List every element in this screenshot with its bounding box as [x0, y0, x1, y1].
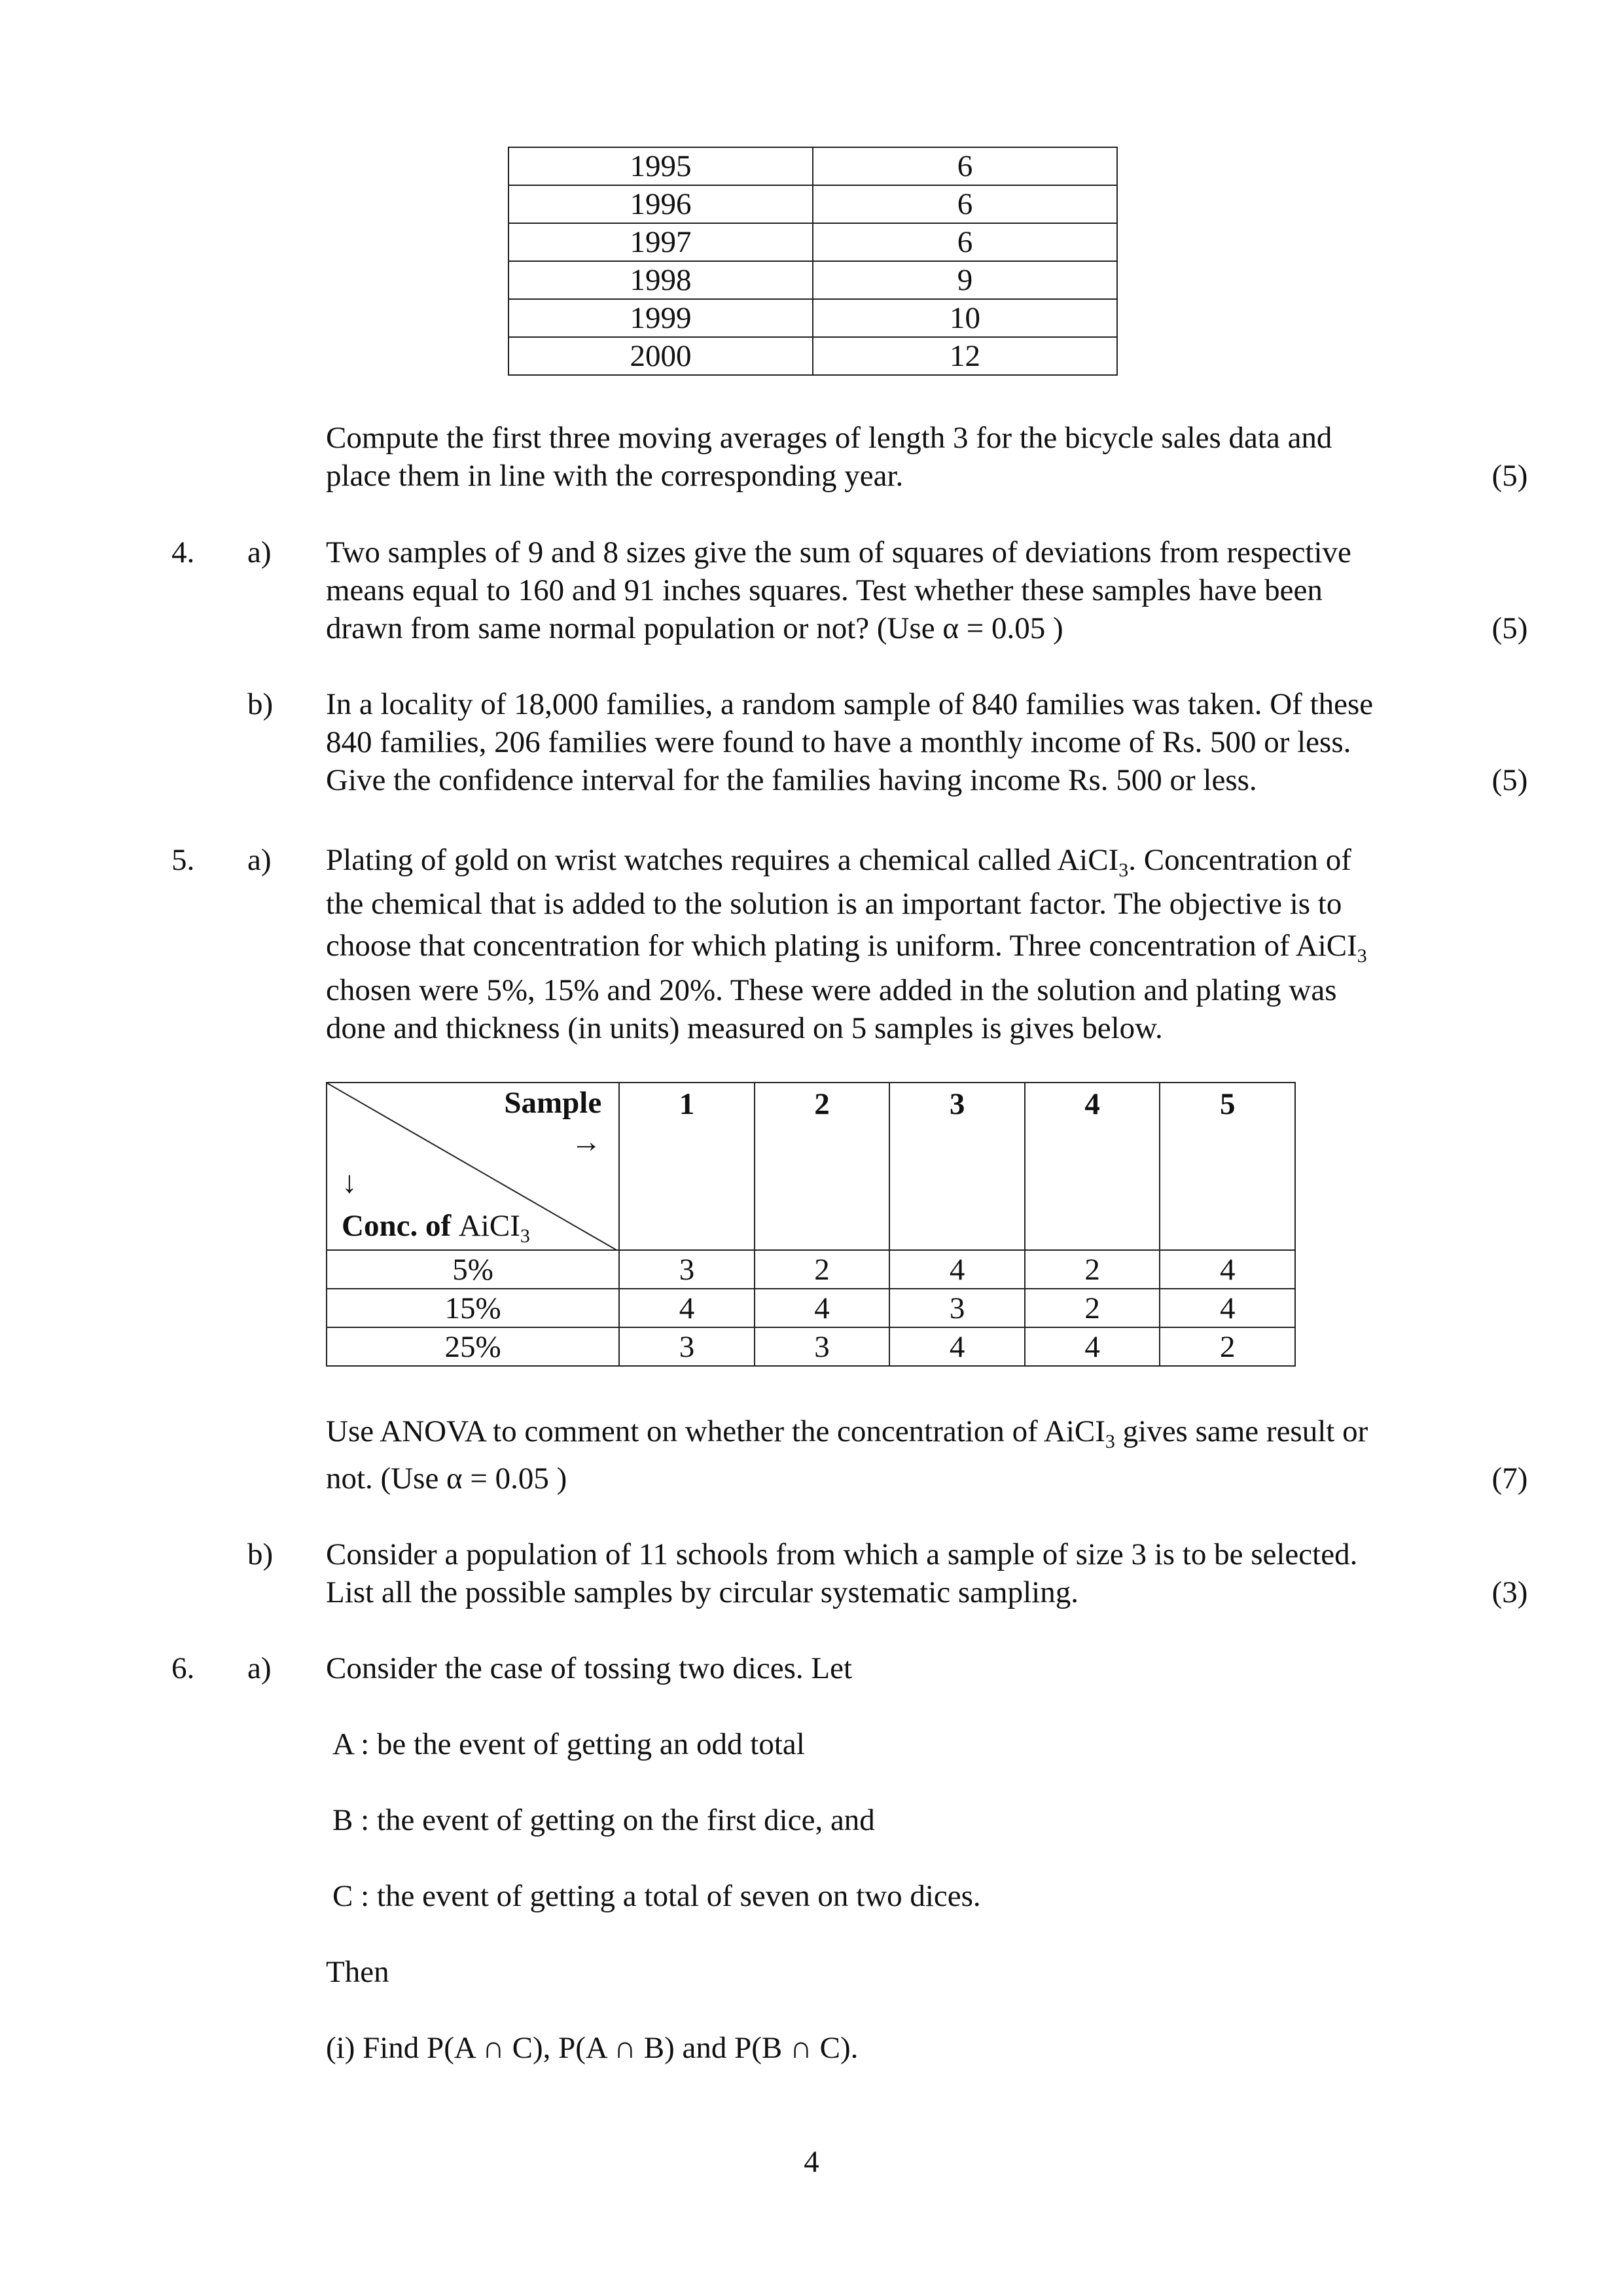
thickness-cell: 2 [1025, 1289, 1160, 1327]
q5b-line2: List all the possible samples by circular systematic sampling. [326, 1575, 1079, 1609]
q5a-line4: chosen were 5%, 15% and 20%. These were added in the solution and plating was [326, 973, 1337, 1007]
right-arrow-icon: → [571, 1125, 602, 1159]
sample-column-header: 1 [619, 1083, 755, 1250]
sales-row [508, 223, 1117, 261]
concentration-row [327, 1327, 1295, 1366]
q4a-line2: means equal to 160 and 91 inches squares. Test whether these samples have been [326, 573, 1323, 607]
sales-cell: 6 [813, 147, 1117, 185]
q5a-after-line1: Use ANOVA to comment on whether the concentration of AiCI$_3$ gives same result or [326, 1414, 1368, 1452]
q4b-label: b) [247, 687, 274, 721]
thickness-cell: 4 [755, 1289, 890, 1327]
q4a-marks: (5) [1491, 611, 1528, 645]
q5-number: 5. [171, 843, 195, 877]
q6a-event-c: C : the event of getting a total of seven on two dices. [332, 1879, 981, 1913]
down-arrow-icon: ↓ [342, 1166, 357, 1200]
q4-number: 4. [171, 535, 195, 569]
sales-row [508, 337, 1117, 375]
q4b-line3: Give the confidence interval for the families having income Rs. 500 or less. [326, 763, 1257, 797]
q3-text-line2: place them in line with the corresponding year. [326, 459, 904, 493]
sales-row [508, 261, 1117, 299]
thickness-cell: 3 [889, 1289, 1025, 1327]
thickness-cell: 3 [755, 1327, 890, 1366]
year-cell: 1997 [508, 223, 813, 261]
year-cell: 1999 [508, 299, 813, 337]
q4b-line1: In a locality of 18,000 families, a random sample of 840 families was taken. Of these [326, 687, 1374, 721]
q4a-line3: drawn from same normal population or not? (Use α = 0.05 ) [326, 611, 1063, 645]
year-cell: 1998 [508, 261, 813, 299]
q6a-intro: Consider the case of tossing two dices. Let [326, 1651, 853, 1685]
concentration-table [326, 1082, 1296, 1367]
thickness-cell: 4 [1025, 1327, 1160, 1366]
q5a-after-line2: not. (Use α = 0.05 ) [326, 1462, 567, 1496]
q6a-label: a) [247, 1651, 272, 1685]
q6a-event-a: A : be the event of getting an odd total [332, 1727, 805, 1761]
sample-column-header: 3 [889, 1083, 1025, 1250]
q3-text-line1: Compute the first three moving averages of length 3 for the bicycle sales data and [326, 421, 1332, 455]
q5a-marks: (7) [1491, 1462, 1528, 1496]
q4a-label: a) [247, 535, 272, 569]
q5b-line1: Consider a population of 11 schools from which a sample of size 3 is to be selected. [326, 1537, 1358, 1571]
sales-cell: 9 [813, 261, 1117, 299]
q5a-line5: done and thickness (in units) measured on 5 samples is gives below. [326, 1011, 1163, 1045]
sales-cell: 10 [813, 299, 1117, 337]
sales-cell: 6 [813, 223, 1117, 261]
thickness-cell: 2 [755, 1250, 890, 1289]
thickness-cell: 4 [889, 1327, 1025, 1366]
q6a-event-b: B : the event of getting on the first dice, and [332, 1803, 875, 1837]
corner-sample-label: Sample [504, 1086, 602, 1120]
year-cell: 1996 [508, 185, 813, 223]
sample-column-header: 2 [755, 1083, 890, 1250]
concentration-label-cell: 15% [327, 1289, 619, 1327]
q6-number: 6. [171, 1651, 195, 1685]
q5a-line2: the chemical that is added to the solution is an important factor. The objective is to [326, 887, 1342, 921]
thickness-cell: 2 [1160, 1327, 1295, 1366]
sales-table [508, 147, 1118, 376]
sample-column-header: 4 [1025, 1083, 1160, 1250]
q4a-line1: Two samples of 9 and 8 sizes give the sum of squares of deviations from respective [326, 535, 1351, 569]
year-cell: 2000 [508, 337, 813, 375]
year-cell: 1995 [508, 147, 813, 185]
q4b-line2: 840 families, 206 families were found to have a monthly income of Rs. 500 or less. [326, 725, 1351, 759]
q6a-part-i: (i) Find P(A ∩ C), P(A ∩ B) and P(B ∩ C). [326, 2031, 859, 2065]
q4b-marks: (5) [1491, 763, 1528, 797]
thickness-cell: 3 [619, 1327, 755, 1366]
thickness-cell: 2 [1025, 1250, 1160, 1289]
sample-column-header: 5 [1160, 1083, 1295, 1250]
q5a-line3: choose that concentration for which plating is uniform. Three concentration of AiCI$_3$ [326, 929, 1367, 967]
thickness-cell: 4 [619, 1289, 755, 1327]
sales-cell: 12 [813, 337, 1117, 375]
thickness-cell: 4 [1160, 1250, 1295, 1289]
thickness-cell: 3 [619, 1250, 755, 1289]
q5b-marks: (3) [1491, 1575, 1528, 1609]
concentration-label-cell: 25% [327, 1327, 619, 1366]
corner-conc-label: Conc. of AiCI$_3$ [342, 1209, 530, 1247]
q6a-then: Then [326, 1955, 389, 1989]
table-corner-cell [327, 1083, 619, 1250]
thickness-cell: 4 [1160, 1289, 1295, 1327]
page-number: 4 [804, 2145, 819, 2179]
q5a-label: a) [247, 843, 272, 877]
sales-cell: 6 [813, 185, 1117, 223]
concentration-row [327, 1289, 1295, 1327]
thickness-cell: 4 [889, 1250, 1025, 1289]
q5a-line1: Plating of gold on wrist watches requires a chemical called AiCI$_3$. Concentration of [326, 843, 1351, 881]
concentration-label-cell: 5% [327, 1250, 619, 1289]
sales-row [508, 185, 1117, 223]
concentration-row [327, 1250, 1295, 1289]
q5b-label: b) [247, 1537, 274, 1571]
q3-marks: (5) [1491, 459, 1528, 493]
sales-row [508, 299, 1117, 337]
sales-row [508, 147, 1117, 185]
